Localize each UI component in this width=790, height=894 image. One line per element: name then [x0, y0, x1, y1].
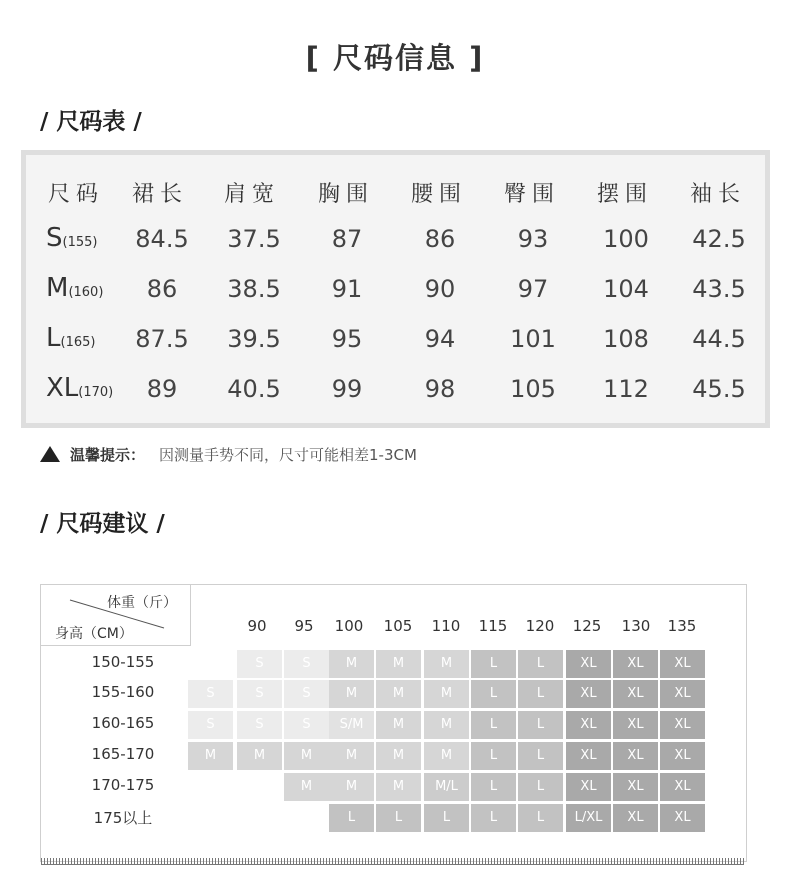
size-recommendation-cell: M [424, 650, 469, 678]
height-row-header: 175以上 [93, 809, 153, 827]
weight-column-header: 90 [247, 617, 267, 635]
size-table-cell: 95 [331, 325, 363, 353]
size-recommendation-cell: S [284, 711, 329, 739]
size-code: M [46, 273, 69, 303]
size-recommendation-cell: L [471, 680, 516, 708]
size-height: (160) [68, 285, 104, 300]
size-code: XL [46, 373, 79, 403]
size-recommendation-cell: S [284, 680, 329, 708]
notice-text: 因测量手势不同，尺寸可能相差1-3CM [159, 446, 417, 464]
size-table-cell: 91 [331, 275, 363, 303]
size-table-cell: 37.5 [227, 225, 281, 253]
header-hem: 摆围 [597, 182, 654, 207]
size-table-section-title: / 尺码表 / [40, 109, 142, 135]
size-recommendation-cell: L [471, 773, 516, 801]
size-recommendation-cell: XL [660, 804, 705, 832]
header-shoulder: 肩宽 [224, 182, 281, 207]
size-recommendation-cell: M [376, 711, 421, 739]
weight-column-header: 105 [383, 617, 413, 635]
header-sleeve: 袖长 [690, 182, 747, 207]
size-recommendation-cell: M [424, 680, 469, 708]
warning-triangle-icon [40, 446, 60, 462]
size-recommendation-cell: L/XL [566, 804, 611, 832]
size-recommendation-cell: M [284, 742, 329, 770]
weight-column-header: 100 [334, 617, 364, 635]
size-recommendation-cell: S [284, 650, 329, 678]
size-recommendation-cell: M [329, 650, 374, 678]
size-table-cell: 38.5 [227, 275, 281, 303]
height-row-header: 170-175 [91, 776, 155, 794]
measurement-notice [40, 444, 417, 465]
size-recommendation-cell: XL [660, 773, 705, 801]
size-table-cell: 42.5 [692, 225, 746, 253]
size-table-cell: 84.5 [135, 225, 189, 253]
size-recommendation-cell: M [376, 650, 421, 678]
size-recommendation-cell: XL [660, 650, 705, 678]
size-recommendation-cell: M [329, 742, 374, 770]
size-label [46, 273, 103, 303]
size-table-cell: 99 [331, 375, 363, 403]
size-recommendation-cell: XL [566, 680, 611, 708]
size-table-cell: 43.5 [692, 275, 746, 303]
height-row-header: 165-170 [91, 745, 155, 763]
size-table-cell: 45.5 [692, 375, 746, 403]
size-recommendation-cell: XL [566, 773, 611, 801]
size-label [46, 373, 113, 403]
size-height: (165) [60, 335, 96, 350]
size-recommendation-cell: L [376, 804, 421, 832]
size-recommendation-cell: XL [613, 773, 658, 801]
size-table-cell: 44.5 [692, 325, 746, 353]
size-recommendation-cell: S/M [329, 711, 374, 739]
size-table-cell: 87.5 [135, 325, 189, 353]
weight-column-header: 130 [621, 617, 651, 635]
size-recommendation-cell: L [518, 680, 563, 708]
size-recommendation-cell: L [518, 711, 563, 739]
size-recommendation-cell: XL [613, 680, 658, 708]
size-recommendation-cell: L [518, 804, 563, 832]
page-title: [ 尺码信息 ] [305, 41, 485, 75]
size-recommendation-cell: L [424, 804, 469, 832]
size-recommendation-cell: M [188, 742, 233, 770]
weight-column-header: 120 [525, 617, 555, 635]
size-label [46, 223, 97, 253]
size-recommendation-cell: M [284, 773, 329, 801]
weight-column-header: 135 [667, 617, 697, 635]
size-recommendation-cell: S [188, 711, 233, 739]
size-table-cell: 112 [603, 375, 649, 403]
size-recommendation-cell: XL [660, 742, 705, 770]
size-table-cell: 86 [424, 225, 456, 253]
size-recommendation-cell: M [237, 742, 282, 770]
size-recommendation-cell: XL [613, 804, 658, 832]
size-recommendation-cell: M [376, 742, 421, 770]
size-recommendation-cell: XL [566, 742, 611, 770]
size-recommendation-cell: M [376, 773, 421, 801]
size-table-cell: 104 [603, 275, 649, 303]
size-table-cell: 39.5 [227, 325, 281, 353]
size-table-cell: 97 [517, 275, 549, 303]
size-table-cell: 108 [603, 325, 649, 353]
size-recommendation-cell: L [471, 711, 516, 739]
size-recommendation-cell: XL [566, 711, 611, 739]
weight-column-header: 110 [431, 617, 461, 635]
header-skirt-length: 裙长 [132, 182, 189, 207]
size-recommendation-cell: M [329, 680, 374, 708]
weight-column-header: 95 [294, 617, 314, 635]
size-table-cell: 105 [510, 375, 556, 403]
size-table-cell: 93 [517, 225, 549, 253]
header-waist: 腰围 [411, 182, 468, 207]
size-table-cell: 94 [424, 325, 456, 353]
size-code: S [46, 223, 63, 253]
size-recommendation-cell: L [518, 773, 563, 801]
size-recommendation-cell: M [376, 680, 421, 708]
size-recommendation-cell: M [424, 711, 469, 739]
size-recommendation-cell: XL [613, 650, 658, 678]
size-height: (155) [62, 235, 98, 250]
size-recommendation-cell: L [518, 742, 563, 770]
weight-column-header: 125 [572, 617, 602, 635]
size-recommendation-cell: M/L [424, 773, 469, 801]
size-recommendation-cell: S [237, 711, 282, 739]
size-table-cell: 40.5 [227, 375, 281, 403]
size-recommendation-cell: L [471, 650, 516, 678]
size-code: L [46, 323, 61, 353]
size-recommendation-cell: S [237, 650, 282, 678]
size-recommendation-cell: S [188, 680, 233, 708]
size-table-cell: 101 [510, 325, 556, 353]
size-recommendation-cell: M [329, 773, 374, 801]
size-recommendation-cell: L [518, 650, 563, 678]
notice-label: 温馨提示： [70, 446, 146, 464]
size-recommendation-cell: XL [566, 650, 611, 678]
size-table [21, 150, 770, 428]
recommendation-section-title: / 尺码建议 / [40, 511, 165, 537]
size-label [46, 323, 95, 353]
size-table-cell: 90 [424, 275, 456, 303]
size-recommendation-cell: XL [613, 742, 658, 770]
size-recommendation-cell: M [424, 742, 469, 770]
size-table-cell: 87 [331, 225, 363, 253]
height-row-header: 150-155 [91, 653, 155, 671]
height-row-header: 155-160 [91, 683, 155, 701]
size-table-cell: 98 [424, 375, 456, 403]
height-axis-label: 身高（CM） [55, 626, 133, 642]
header-size: 尺码 [48, 182, 105, 207]
height-row-header: 160-165 [91, 714, 155, 732]
size-table-cell: 100 [603, 225, 649, 253]
size-recommendation-cell: L [471, 742, 516, 770]
size-table-cell: 86 [146, 275, 178, 303]
size-recommendation-cell: L [329, 804, 374, 832]
size-recommendation-cell: XL [660, 680, 705, 708]
size-recommendation-cell: XL [613, 711, 658, 739]
size-recommendation-cell: S [237, 680, 282, 708]
weight-column-header: 115 [478, 617, 508, 635]
size-recommendation-cell: L [471, 804, 516, 832]
header-hip: 臀围 [504, 182, 561, 207]
header-chest: 胸围 [318, 182, 375, 207]
ruler-baseline [41, 864, 744, 865]
size-recommendation-cell: XL [660, 711, 705, 739]
size-table-cell: 89 [146, 375, 178, 403]
size-height: (170) [78, 385, 114, 400]
weight-axis-label: 体重（斤） [107, 595, 177, 611]
